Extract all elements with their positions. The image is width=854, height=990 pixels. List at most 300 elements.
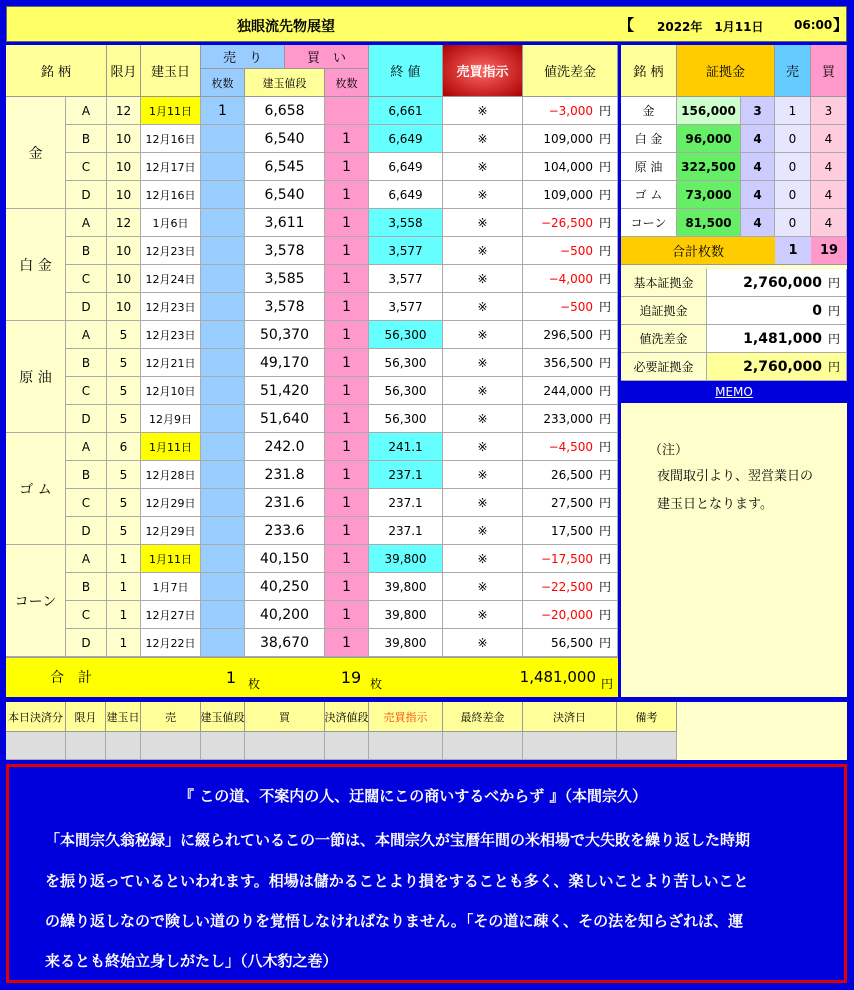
- row-owarine: 6,649: [369, 153, 443, 181]
- row-diff-value: 104,000: [543, 159, 593, 174]
- yen-unit: 円: [598, 188, 611, 202]
- row-tatebi: 1月6日: [141, 209, 201, 237]
- row-diff-value: −22,500: [540, 579, 593, 594]
- row-sell: [201, 125, 245, 153]
- settle-header: 備考: [617, 702, 677, 732]
- row-sell: [201, 405, 245, 433]
- settle-cell[interactable]: [617, 732, 677, 760]
- row-buy: 1: [325, 545, 369, 573]
- memo-line: 夜間取引より、翌営業日の: [657, 469, 814, 484]
- row-buy: 1: [325, 433, 369, 461]
- row-tatene: 38,670: [245, 629, 325, 657]
- side-col-kai: 買: [811, 45, 847, 97]
- side-row-name: 原 油: [621, 153, 677, 181]
- row-tatebi: 12月9日: [141, 405, 201, 433]
- row-tatene: 6,540: [245, 125, 325, 153]
- yen-unit: 円: [598, 244, 611, 258]
- row-buy: [325, 97, 369, 125]
- side-row-name: 金: [621, 97, 677, 125]
- row-owarine: 237.1: [369, 517, 443, 545]
- side-row-buy: 4: [811, 153, 847, 181]
- row-shiji: ※: [443, 125, 523, 153]
- row-gengetsu: 1: [107, 545, 141, 573]
- row-diff: [523, 153, 618, 181]
- row-tatene: 233.6: [245, 517, 325, 545]
- row-diff: [523, 545, 618, 573]
- row-tatebi: 1月11日: [141, 545, 201, 573]
- row-tatebi: 12月21日: [141, 349, 201, 377]
- col-kai: 買 い: [285, 45, 369, 69]
- row-tatene: 231.6: [245, 489, 325, 517]
- side-row-name: ゴ ム: [621, 181, 677, 209]
- memo-link-bar: [621, 381, 847, 403]
- row-owarine: 39,800: [369, 545, 443, 573]
- row-owarine: 237.1: [369, 461, 443, 489]
- summary-value: [707, 297, 847, 325]
- row-owarine: 56,300: [369, 349, 443, 377]
- yen-unit: 円: [827, 304, 840, 318]
- row-owarine: 3,577: [369, 237, 443, 265]
- row-shiji: ※: [443, 601, 523, 629]
- side-total-sell: 1: [775, 237, 811, 265]
- row-sell: [201, 153, 245, 181]
- bracket-right: 】: [833, 16, 849, 34]
- row-sell: [201, 601, 245, 629]
- summary-label: 基本証拠金: [621, 269, 707, 297]
- yen-unit: 円: [598, 300, 611, 314]
- row-sell: [201, 321, 245, 349]
- yen-unit: 円: [598, 356, 611, 370]
- row-symbol: D: [66, 405, 107, 433]
- settle-cell[interactable]: [245, 732, 325, 760]
- row-symbol: D: [66, 629, 107, 657]
- row-owarine: 237.1: [369, 489, 443, 517]
- row-diff: [523, 377, 618, 405]
- row-tatebi: 12月29日: [141, 489, 201, 517]
- row-diff-value: −4,500: [548, 439, 593, 454]
- row-owarine: 241.1: [369, 433, 443, 461]
- side-row-buy: 3: [811, 97, 847, 125]
- row-tatene: 3,578: [245, 237, 325, 265]
- header-bar: [6, 6, 847, 42]
- row-buy: 1: [325, 125, 369, 153]
- row-gengetsu: 10: [107, 237, 141, 265]
- settle-header: 売買指示: [369, 702, 443, 732]
- summary-value-text: 1,481,000: [743, 330, 822, 347]
- side-row-amount: 322,500: [677, 153, 741, 181]
- row-diff-value: −26,500: [540, 215, 593, 230]
- row-sell: 1: [201, 97, 245, 125]
- row-diff: [523, 517, 618, 545]
- row-diff-value: 56,500: [550, 635, 593, 650]
- yen-unit: 円: [827, 360, 840, 374]
- positions-table: [6, 45, 618, 697]
- row-sell: [201, 517, 245, 545]
- row-gengetsu: 5: [107, 405, 141, 433]
- yen-unit: 円: [598, 328, 611, 342]
- row-gengetsu: 1: [107, 629, 141, 657]
- header-date: 2022年 1月11日: [657, 20, 764, 34]
- side-row-buy: 4: [811, 125, 847, 153]
- page-title: 独眼流先物展望: [237, 19, 335, 35]
- row-shiji: ※: [443, 433, 523, 461]
- row-shiji: ※: [443, 97, 523, 125]
- row-tatebi: 12月23日: [141, 293, 201, 321]
- row-sell: [201, 349, 245, 377]
- side-total-buy: 19: [811, 237, 847, 265]
- quote-title: 『 この道、不案内の人、迂闊にこの商いするべからず 』（本間宗久）: [179, 787, 647, 805]
- row-shiji: ※: [443, 209, 523, 237]
- summary-value-text: 2,760,000: [743, 358, 822, 375]
- bracket-left: 【: [619, 16, 635, 34]
- row-shiji: ※: [443, 321, 523, 349]
- total-diff: 1,481,000: [519, 668, 596, 686]
- row-diff: [523, 461, 618, 489]
- side-row-amount: 81,500: [677, 209, 741, 237]
- row-diff: [523, 265, 618, 293]
- row-buy: 1: [325, 349, 369, 377]
- col-tatebi: 建玉日: [141, 45, 201, 97]
- row-gengetsu: 10: [107, 153, 141, 181]
- row-shiji: ※: [443, 517, 523, 545]
- settle-header: 売: [141, 702, 201, 732]
- row-owarine: 3,577: [369, 265, 443, 293]
- row-diff: [523, 125, 618, 153]
- row-diff-value: 244,000: [543, 383, 593, 398]
- row-tatene: 3,611: [245, 209, 325, 237]
- row-shiji: ※: [443, 181, 523, 209]
- side-row-count: 4: [741, 153, 775, 181]
- settle-header: 決済日: [523, 702, 617, 732]
- settle-cell[interactable]: [141, 732, 201, 760]
- row-tatebi: 12月24日: [141, 265, 201, 293]
- yen-unit: 円: [598, 552, 611, 566]
- group-name: 金: [6, 97, 66, 209]
- row-tatene: 242.0: [245, 433, 325, 461]
- col-tatene: 建玉値段: [245, 69, 325, 97]
- side-row-name: コーン: [621, 209, 677, 237]
- row-buy: 1: [325, 573, 369, 601]
- yen-unit: 円: [598, 132, 611, 146]
- total-yen: 円: [600, 676, 613, 691]
- col-meigara: 銘 柄: [6, 45, 107, 97]
- row-diff: [523, 209, 618, 237]
- row-diff: [523, 433, 618, 461]
- row-gengetsu: 1: [107, 601, 141, 629]
- row-gengetsu: 10: [107, 125, 141, 153]
- quote-line: 「本間宗久翁秘録」に綴られているこの一節は、本間宗久が宝暦年間の米相場で大失敗を繰り返した時期: [45, 831, 751, 849]
- row-buy: 1: [325, 153, 369, 181]
- row-tatebi: 12月22日: [141, 629, 201, 657]
- row-symbol: B: [66, 461, 107, 489]
- row-diff-value: −17,500: [540, 551, 593, 566]
- row-tatebi: 12月23日: [141, 237, 201, 265]
- summary-label: 必要証拠金: [621, 353, 707, 381]
- quote-line: の繰り返しなので険しい道のりを覚悟しなければなりません。「その道に疎く、その法を知らざれば、運: [45, 912, 744, 930]
- side-row-amount: 156,000: [677, 97, 741, 125]
- row-tatene: 40,200: [245, 601, 325, 629]
- row-symbol: B: [66, 573, 107, 601]
- side-row-amount: 96,000: [677, 125, 741, 153]
- settle-header: 建玉日: [106, 702, 141, 732]
- row-tatene: 51,420: [245, 377, 325, 405]
- yen-unit: 円: [598, 216, 611, 230]
- col-buy-count: 枚数: [325, 69, 369, 97]
- row-tatene: 40,150: [245, 545, 325, 573]
- row-sell: [201, 237, 245, 265]
- row-gengetsu: 5: [107, 377, 141, 405]
- row-sell: [201, 461, 245, 489]
- row-diff-value: 109,000: [543, 187, 593, 202]
- side-row-count: 4: [741, 209, 775, 237]
- row-symbol: A: [66, 209, 107, 237]
- col-gengetsu: 限月: [107, 45, 141, 97]
- total-buy: 19: [340, 667, 362, 687]
- total-sell: 1: [225, 667, 237, 687]
- row-owarine: 3,558: [369, 209, 443, 237]
- row-tatebi: 12月17日: [141, 153, 201, 181]
- yen-unit: 円: [598, 272, 611, 286]
- row-gengetsu: 6: [107, 433, 141, 461]
- row-symbol: C: [66, 489, 107, 517]
- row-diff: [523, 293, 618, 321]
- row-diff-value: −20,000: [540, 607, 593, 622]
- row-gengetsu: 1: [107, 573, 141, 601]
- row-gengetsu: 5: [107, 461, 141, 489]
- row-gengetsu: 10: [107, 265, 141, 293]
- row-owarine: 39,800: [369, 573, 443, 601]
- row-tatebi: 12月27日: [141, 601, 201, 629]
- row-symbol: D: [66, 293, 107, 321]
- row-tatebi: 12月28日: [141, 461, 201, 489]
- yen-unit: 円: [598, 104, 611, 118]
- row-symbol: A: [66, 321, 107, 349]
- row-tatebi: 1月7日: [141, 573, 201, 601]
- yen-unit: 円: [598, 384, 611, 398]
- row-symbol: C: [66, 265, 107, 293]
- row-diff-value: −500: [560, 243, 593, 258]
- group-name: 原 油: [6, 321, 66, 433]
- row-gengetsu: 12: [107, 97, 141, 125]
- row-symbol: D: [66, 517, 107, 545]
- settle-header: 買: [245, 702, 325, 732]
- yen-unit: 円: [827, 332, 840, 346]
- yen-unit: 円: [598, 580, 611, 594]
- side-row-sell: 0: [775, 181, 811, 209]
- settle-cell[interactable]: [201, 732, 245, 760]
- summary-label: 値洗差金: [621, 325, 707, 353]
- total-sell-unit: 枚: [247, 676, 260, 691]
- row-diff-value: 26,500: [550, 467, 593, 482]
- row-buy: 1: [325, 209, 369, 237]
- col-shiji: 売買指示: [443, 45, 523, 97]
- row-tatene: 6,540: [245, 181, 325, 209]
- settle-header: 建玉値段: [201, 702, 245, 732]
- row-buy: 1: [325, 489, 369, 517]
- settle-cell[interactable]: [325, 732, 369, 760]
- row-gengetsu: 5: [107, 349, 141, 377]
- side-col-meigara: 銘 柄: [621, 45, 677, 97]
- row-gengetsu: 12: [107, 209, 141, 237]
- side-row-count: 4: [741, 125, 775, 153]
- row-diff-value: −4,000: [548, 271, 593, 286]
- row-owarine: 56,300: [369, 321, 443, 349]
- row-tatene: 231.8: [245, 461, 325, 489]
- row-tatebi: 1月11日: [141, 433, 201, 461]
- row-shiji: ※: [443, 293, 523, 321]
- row-buy: 1: [325, 377, 369, 405]
- row-diff: [523, 405, 618, 433]
- row-diff-value: 233,000: [543, 411, 593, 426]
- row-shiji: ※: [443, 489, 523, 517]
- row-symbol: B: [66, 237, 107, 265]
- row-tatene: 51,640: [245, 405, 325, 433]
- row-tatene: 40,250: [245, 573, 325, 601]
- summary-value: [707, 325, 847, 353]
- memo-area: [621, 403, 847, 697]
- row-buy: 1: [325, 517, 369, 545]
- total-buy-unit: 枚: [369, 676, 382, 691]
- settle-header: 限月: [66, 702, 106, 732]
- row-buy: 1: [325, 461, 369, 489]
- row-shiji: ※: [443, 265, 523, 293]
- row-symbol: B: [66, 349, 107, 377]
- row-buy: 1: [325, 321, 369, 349]
- row-owarine: 39,800: [369, 629, 443, 657]
- row-sell: [201, 545, 245, 573]
- settle-cell[interactable]: [6, 732, 66, 760]
- row-diff-value: 27,500: [550, 495, 593, 510]
- row-shiji: ※: [443, 545, 523, 573]
- side-row-buy: 4: [811, 209, 847, 237]
- settle-cell[interactable]: [369, 732, 443, 760]
- row-sell: [201, 181, 245, 209]
- row-owarine: 56,300: [369, 405, 443, 433]
- row-diff: [523, 629, 618, 657]
- row-tatebi: 12月10日: [141, 377, 201, 405]
- row-symbol: D: [66, 181, 107, 209]
- side-total-label: 合計枚数: [621, 237, 775, 265]
- row-diff: [523, 321, 618, 349]
- row-buy: 1: [325, 293, 369, 321]
- row-shiji: ※: [443, 237, 523, 265]
- col-sagaku: 値洗差金: [523, 45, 618, 97]
- row-tatene: 3,578: [245, 293, 325, 321]
- col-owarine: 終 値: [369, 45, 443, 97]
- side-row-sell: 1: [775, 97, 811, 125]
- settle-header: 決済値段: [325, 702, 369, 732]
- col-sell-count: 枚数: [201, 69, 245, 97]
- summary-value: [707, 353, 847, 381]
- row-gengetsu: 5: [107, 517, 141, 545]
- yen-unit: 円: [598, 440, 611, 454]
- row-symbol: A: [66, 433, 107, 461]
- settle-cell[interactable]: [443, 732, 523, 760]
- row-owarine: 6,649: [369, 125, 443, 153]
- row-tatebi: 12月23日: [141, 321, 201, 349]
- row-diff: [523, 489, 618, 517]
- row-symbol: C: [66, 377, 107, 405]
- row-sell: [201, 573, 245, 601]
- row-symbol: C: [66, 601, 107, 629]
- row-shiji: ※: [443, 573, 523, 601]
- summary-value-text: 0: [812, 302, 822, 319]
- side-col-uri: 売: [775, 45, 811, 97]
- quote-line: 来るとも終始立身しがたし」（八木豹之巻）: [45, 952, 338, 970]
- row-tatene: 3,585: [245, 265, 325, 293]
- summary-value-text: 2,760,000: [743, 274, 822, 291]
- row-tatene: 6,658: [245, 97, 325, 125]
- row-tatebi: 1月11日: [141, 97, 201, 125]
- row-owarine: 56,300: [369, 377, 443, 405]
- row-shiji: ※: [443, 377, 523, 405]
- row-diff: [523, 573, 618, 601]
- row-buy: 1: [325, 629, 369, 657]
- row-diff-value: −500: [560, 299, 593, 314]
- row-buy: 1: [325, 181, 369, 209]
- row-shiji: ※: [443, 629, 523, 657]
- row-diff: [523, 601, 618, 629]
- side-row-name: 白 金: [621, 125, 677, 153]
- total-label: 合 計: [50, 670, 92, 686]
- row-symbol: C: [66, 153, 107, 181]
- group-name: コーン: [6, 545, 66, 657]
- row-buy: 1: [325, 265, 369, 293]
- yen-unit: 円: [598, 160, 611, 174]
- memo-line: （注）: [649, 443, 689, 458]
- quote-box: [6, 764, 847, 983]
- row-diff: [523, 97, 618, 125]
- side-row-amount: 73,000: [677, 181, 741, 209]
- row-diff-value: −3,000: [548, 103, 593, 118]
- row-tatene: 6,545: [245, 153, 325, 181]
- row-diff-value: 296,500: [543, 327, 593, 342]
- row-sell: [201, 433, 245, 461]
- row-sell: [201, 209, 245, 237]
- row-tatene: 49,170: [245, 349, 325, 377]
- summary-value: [707, 269, 847, 297]
- row-buy: 1: [325, 601, 369, 629]
- side-row-sell: 0: [775, 125, 811, 153]
- yen-unit: 円: [598, 636, 611, 650]
- group-name: 白 金: [6, 209, 66, 321]
- settle-cell[interactable]: [523, 732, 617, 760]
- row-symbol: B: [66, 125, 107, 153]
- row-tatene: 50,370: [245, 321, 325, 349]
- settle-cell[interactable]: [66, 732, 106, 760]
- settle-header: 最終差金: [443, 702, 523, 732]
- row-owarine: 3,577: [369, 293, 443, 321]
- side-row-sell: 0: [775, 153, 811, 181]
- yen-unit: 円: [598, 412, 611, 426]
- row-diff: [523, 237, 618, 265]
- row-shiji: ※: [443, 349, 523, 377]
- row-diff: [523, 181, 618, 209]
- row-buy: 1: [325, 237, 369, 265]
- row-gengetsu: 5: [107, 321, 141, 349]
- settle-cell[interactable]: [106, 732, 141, 760]
- side-row-count: 4: [741, 181, 775, 209]
- memo-link[interactable]: MEMO: [715, 385, 753, 399]
- row-sell: [201, 377, 245, 405]
- row-owarine: 39,800: [369, 601, 443, 629]
- row-diff-value: 356,500: [543, 355, 593, 370]
- yen-unit: 円: [598, 524, 611, 538]
- group-name: ゴ ム: [6, 433, 66, 545]
- row-diff-value: 17,500: [550, 523, 593, 538]
- side-row-sell: 0: [775, 209, 811, 237]
- yen-unit: 円: [598, 608, 611, 622]
